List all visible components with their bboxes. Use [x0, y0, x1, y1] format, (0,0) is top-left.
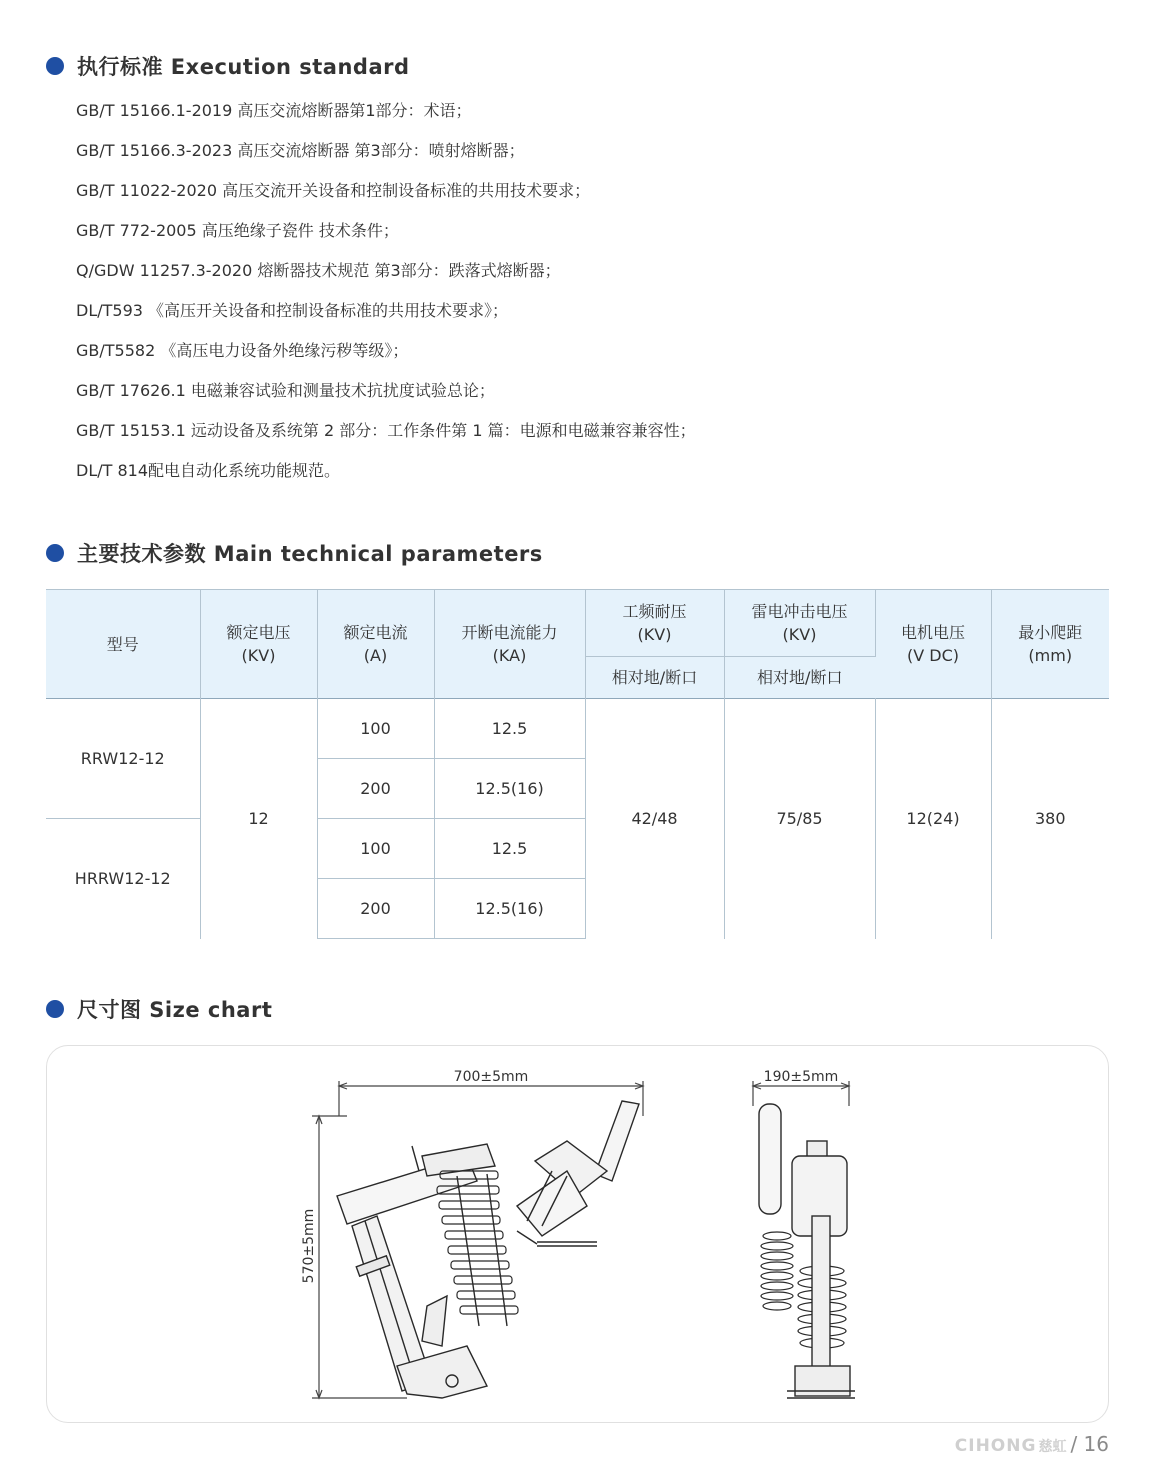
- cell-rated-current: 200: [317, 879, 434, 939]
- parameters-table: [46, 589, 1109, 939]
- header-breaking-unit: (KA): [492, 646, 527, 665]
- list-item: GB/T 17626.1 电磁兼容试验和测量技术抗扰度试验总论；: [76, 381, 495, 400]
- cell-rated-current: 100: [317, 819, 434, 879]
- header-model: [46, 590, 200, 699]
- header-breaking-label: 开断电流能力: [461, 623, 558, 642]
- header-rated-voltage-unit: (KV): [241, 646, 276, 665]
- size-chart-heading: [46, 994, 272, 1024]
- header-creepage: [991, 590, 1109, 699]
- header-power-freq: [585, 590, 724, 657]
- cell-motor-voltage: 12(24): [875, 699, 991, 939]
- header-motor-voltage-label: 电机电压: [900, 623, 965, 642]
- list-item: DL/T 814配电自动化系统功能规范。: [76, 461, 341, 480]
- header-rated-current-label: 额定电流: [343, 623, 408, 642]
- width-dimension-label: 700±5mm: [453, 1069, 529, 1085]
- cell-model: HRRW12-12: [46, 819, 200, 939]
- header-rated-voltage-label: 额定电压: [226, 623, 291, 642]
- brand-logo: CIHONG: [954, 1436, 1037, 1456]
- header-motor-voltage-unit: (V DC): [906, 646, 959, 665]
- header-creepage-unit: (mm): [1028, 646, 1073, 665]
- header-power-freq-unit: (KV): [637, 625, 672, 644]
- technical-parameters-title: 主要技术参数 Main technical parameters: [77, 542, 543, 566]
- cell-creepage: 380: [991, 699, 1109, 939]
- cell-rated-current: 200: [317, 759, 434, 819]
- list-item: GB/T 11022-2020 高压交流开关设备和控制设备标准的共用技术要求；: [76, 181, 591, 200]
- list-item: DL/T593 《高压开关设备和控制设备标准的共用技术要求》；: [76, 301, 509, 320]
- cell-power-freq: 42/48: [585, 699, 724, 939]
- fuse-front-view-icon: [337, 1101, 639, 1398]
- cell-breaking: 12.5: [434, 819, 585, 879]
- fuse-side-view-icon: [759, 1104, 855, 1398]
- size-chart-frame: [46, 1045, 1109, 1423]
- cell-lightning: 75/85: [724, 699, 875, 939]
- page-footer: [955, 1432, 1109, 1456]
- header-power-freq-sub: 相对地/断口: [585, 657, 724, 699]
- header-breaking: [434, 590, 585, 699]
- standards-list: [76, 97, 696, 497]
- header-lightning-label: 雷电冲击电压: [751, 602, 848, 621]
- list-item: Q/GDW 11257.3-2020 熔断器技术规范 第3部分：跌落式熔断器；: [76, 261, 561, 280]
- size-chart-title: 尺寸图 Size chart: [77, 998, 273, 1022]
- cell-breaking: 12.5: [434, 699, 585, 759]
- header-rated-current-unit: (A): [363, 646, 388, 665]
- cell-rated-voltage: 12: [200, 699, 317, 939]
- page-number: / 16: [1070, 1432, 1109, 1456]
- cell-rated-current: 100: [317, 699, 434, 759]
- header-motor-voltage: [875, 590, 991, 699]
- height-dimension-label: 570±5mm: [301, 1208, 317, 1284]
- list-item: GB/T5582 《高压电力设备外绝缘污秽等级》；: [76, 341, 409, 360]
- bullet-icon: [46, 544, 64, 562]
- header-rated-voltage: [200, 590, 317, 699]
- header-model-label: 型号: [106, 634, 139, 654]
- bullet-icon: [46, 1000, 64, 1018]
- execution-standard-title: 执行标准 Execution standard: [77, 55, 410, 79]
- header-creepage-label: 最小爬距: [1018, 623, 1083, 642]
- side-width-dimension-label: 190±5mm: [763, 1069, 839, 1085]
- header-lightning-sub: 相对地/断口: [724, 657, 875, 699]
- cell-breaking: 12.5(16): [434, 759, 585, 819]
- header-power-freq-label: 工频耐压: [622, 602, 687, 621]
- execution-standard-heading: [46, 51, 410, 81]
- list-item: GB/T 15166.3-2023 高压交流熔断器 第3部分：喷射熔断器；: [76, 141, 525, 160]
- technical-parameters-heading: [46, 538, 543, 568]
- header-rated-current: [317, 590, 434, 699]
- list-item: GB/T 15153.1 远动设备及系统第 2 部分：工作条件第 1 篇：电源和电磁兼容兼容性；: [76, 421, 696, 440]
- fuse-drawing: [47, 1046, 1110, 1424]
- cell-model: RRW12-12: [46, 699, 200, 819]
- header-lightning: [724, 590, 875, 657]
- header-lightning-unit: (KV): [782, 625, 817, 644]
- list-item: GB/T 772-2005 高压绝缘子瓷件 技术条件；: [76, 221, 399, 240]
- bullet-icon: [46, 57, 64, 75]
- cell-breaking: 12.5(16): [434, 879, 585, 939]
- brand-logo-cn: 慈虹: [1038, 1439, 1067, 1455]
- list-item: GB/T 15166.1-2019 高压交流熔断器第1部分：术语；: [76, 101, 472, 120]
